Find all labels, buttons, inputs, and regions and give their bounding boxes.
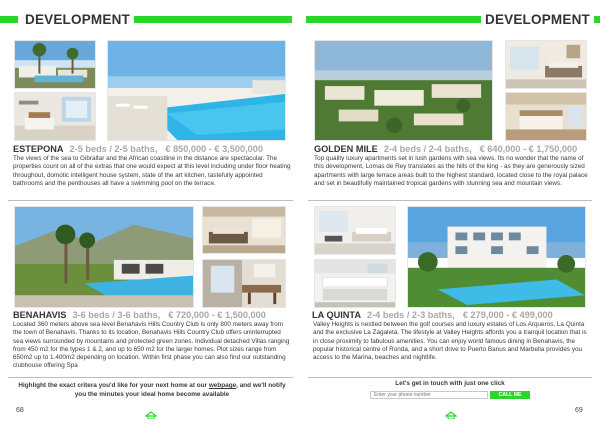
cta-text: , and we'll notify you the minutes your ideal home become available bbox=[74, 382, 286, 398]
property-description-golden-mile: Top quality luxury apartments set in lush gardens with sea views. Its no wonder that the name of this development, Lomas de Rey translates as the hills of the king - as they are generously sized apartments with large terrace areas built to the highest standard, located close to the royal palace and set in beautifully maintained tropical gardens with stunning sea and mountain views. bbox=[314, 155, 588, 187]
house-logo-icon bbox=[445, 411, 457, 419]
estepona-photo-pool bbox=[107, 40, 286, 141]
golden-mile-photo-bedroom bbox=[505, 92, 587, 141]
property-description-estepona: The views of the sea to Gibraltar and the African coastline in the distance are spectacular. The properties count on all of the extras that one would expect at this level including under floor heating throughout, domotic intelligent house system, state of the art kitchen, tastefully appointed bathrooms and the penthouses all have a swimming pool on the terrace. bbox=[13, 155, 291, 187]
header-accent-bar bbox=[0, 16, 18, 23]
property-price: € 850,000 - € 3,500,000 bbox=[165, 144, 263, 154]
right-header bbox=[300, 11, 600, 29]
property-beds-baths: 2-5 beds / 2-5 baths, bbox=[69, 144, 158, 154]
page-title: DEVELOPMENT bbox=[481, 11, 594, 29]
search-alert-callout bbox=[12, 382, 292, 399]
call-me-button[interactable]: CALL ME bbox=[490, 391, 530, 399]
golden-mile-photo-aerial bbox=[314, 40, 493, 141]
property-beds-baths: 2-4 beds / 2-3 baths, bbox=[367, 310, 455, 320]
property-beds-baths: 2-4 beds / 2-4 baths, bbox=[383, 144, 472, 154]
benahavis-photo-living bbox=[202, 206, 286, 254]
property-description-la-quinta: Valley Heights is nestled between the golf courses and luxury estates of Los Arqueros, La Quinta and the exclusive La Zagaleta. The lifestyle at Valley Heights affords you a tranquil location that is in close proximity to fabulous amenities. You can enjoy world famous dining in Benahavis, the popular historical centre of Ronda, and a short drive to Puerto Banus and Marbella provides you access to the Marina, beaches and nightlife. bbox=[313, 321, 587, 362]
section-divider bbox=[8, 200, 293, 201]
header-accent-bar bbox=[306, 16, 482, 23]
property-price: € 279,000 - € 499,000 bbox=[462, 310, 553, 320]
la-quinta-photo-kitchen bbox=[314, 259, 396, 308]
right-page bbox=[300, 0, 600, 424]
property-title-golden-mile bbox=[314, 144, 577, 154]
property-price: € 720,000 - € 1,500,000 bbox=[168, 310, 266, 320]
property-name: BENAHAVIS bbox=[13, 310, 67, 320]
left-header bbox=[0, 11, 300, 29]
property-title-la-quinta bbox=[312, 310, 553, 320]
property-name: ESTEPONA bbox=[13, 144, 64, 154]
property-name: LA QUINTA bbox=[312, 310, 361, 320]
property-price: € 640,000 - € 1,750,000 bbox=[479, 144, 578, 154]
estepona-photo-interior bbox=[14, 92, 96, 141]
section-divider bbox=[308, 200, 592, 201]
estepona-photo-palms bbox=[14, 40, 96, 89]
header-accent-bar bbox=[112, 16, 292, 23]
contact-title: Let's get in touch with just one click bbox=[395, 380, 505, 387]
benahavis-photo-villa bbox=[14, 206, 194, 308]
cta-text: Highlight the exact critera you'd like for your next home at our bbox=[18, 382, 209, 389]
section-divider bbox=[308, 377, 592, 378]
page-number: 68 bbox=[16, 407, 24, 414]
golden-mile-photo-lounge bbox=[505, 40, 587, 89]
section-divider bbox=[8, 377, 293, 378]
property-title-benahavis bbox=[13, 310, 266, 320]
property-name: GOLDEN MILE bbox=[314, 144, 378, 154]
phone-input[interactable] bbox=[370, 391, 488, 399]
property-title-estepona bbox=[13, 144, 263, 154]
house-logo-icon bbox=[145, 411, 157, 419]
page-title: DEVELOPMENT bbox=[21, 11, 134, 29]
benahavis-photo-dining bbox=[202, 259, 286, 308]
la-quinta-photo-pool bbox=[407, 206, 586, 308]
webpage-link[interactable]: webpage bbox=[208, 382, 237, 389]
property-beds-baths: 3-6 beds / 3-6 baths, bbox=[72, 310, 161, 320]
la-quinta-photo-living bbox=[314, 206, 396, 255]
property-description-benahavis: Located 360 meters above sea level Benahavis Hills Country Club is only 800 meters away from the town of Benahavis. Thanks to its location, Benahavis Hills Country Club offers uninterrupted sea views surrounded by mountains and protected green zones. Individual detached Villas ranging from 450 m2 for the types 1 & 2, and up to 650 m2 for the larger homes. Plot sizes range from 650m2 up to 1.400m2 depending on location. Within first phase you can also find our outstanding clubhouse offering Spa bbox=[13, 321, 290, 370]
page-number: 69 bbox=[575, 407, 583, 414]
